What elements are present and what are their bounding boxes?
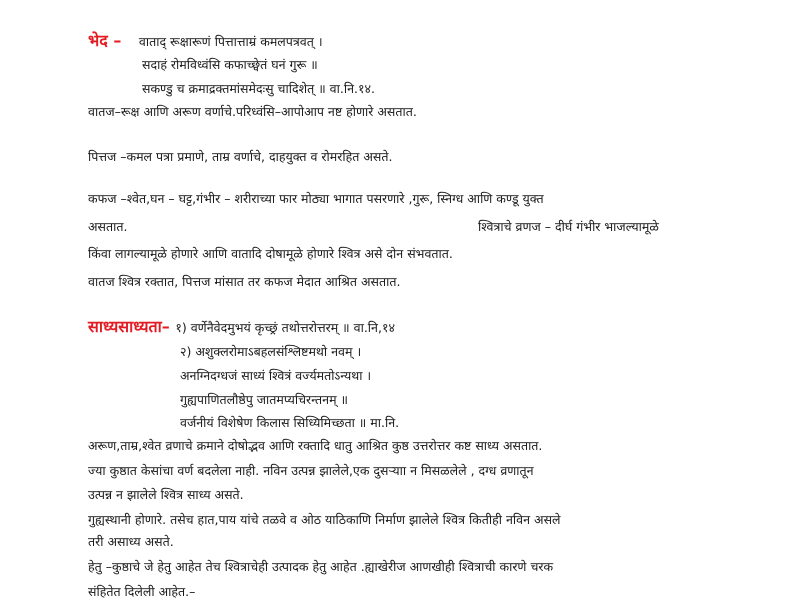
verse2-line-4: गुह्यपाणितलौष्ठेपु जातमप्यचिरन्तनम् ॥	[180, 392, 349, 407]
verse-line-2: सदाहं रोमविध्वंसि कफाच्छ्वेतं घनं गुरू ॥	[142, 57, 318, 72]
text-line-tari: तरी असाध्य असते.	[88, 534, 174, 549]
text-line-ashrit: वातज श्वित्र रक्तात, पित्तज मांसात तर कफज मेदात आश्रित असतात.	[88, 274, 401, 289]
verse2-line-5: वर्जनीयं विशेषेण किलास सिध्यिमिच्छता ॥ मा.नि.	[180, 415, 400, 430]
text-line-arun: अरूण,ताम्र,श्वेत व्रणाचे क्रमाने दोषोद्भव आणि रक्तादि धातु आश्रित कुष्ठ उत्तरोत्तर कष्ट साध्य असतात.	[88, 438, 543, 453]
text-line-guhya: गुह्यस्थानी होणारे. तसेच हात,पाय यांचे तळवे व ओठ याठिकाणि निर्माण झालेले श्वित्र कितीही नविन असले	[88, 512, 561, 527]
text-line-vranaj: श्वित्राचे व्रणज – दीर्घ गंभीर भाजल्यामूळे	[478, 219, 659, 234]
text-line-kaphaj: कफज –श्वेत,घन – घट्ट,गंभीर – शरीराच्या फार मोठ्या भागात पसरणारे ,गुरू, स्निग्ध आणि कण्डू युक्त	[88, 191, 544, 206]
verse2-line-3: अनग्निदग्धजं साध्यं श्वित्रं वर्ज्यमतोऽन्यथा ।	[180, 368, 372, 383]
text-line-utpanna: उत्पन्न न झालेले श्वित्र साध्य असते.	[88, 487, 244, 502]
text-line-vataj: वातज–रूक्ष आणि अरूण वर्णाचे.परिध्वंसि–आपोआप नष्ट होणारे असतात.	[88, 104, 417, 119]
verse-line-1: वाताद् रूक्षारूणं पित्तात्ताम्रं कमलपत्रवत् ।	[138, 34, 323, 49]
section-heading-sadhyasadhyata: साध्यसाध्यता	[88, 317, 162, 336]
heading-dash: –	[107, 31, 127, 50]
verse2-line-2: २) अशुक्लरोमाऽबहलसंश्लिष्टमथो नवम् ।	[180, 344, 362, 359]
text-line-asatat: असतात.	[88, 219, 128, 234]
section-heading-bheda-line	[88, 32, 323, 51]
heading-dash-2: –	[161, 317, 176, 336]
section-heading-sadhya-line	[88, 318, 395, 337]
text-line-hetu: हेतु –कुष्ठाचे जे हेतु आहेत तेच श्वित्राचेही उत्पादक हेतु आहेत .ह्याखेरीज आणखीही श्वित्राची कारणे चरक	[88, 559, 554, 574]
text-line-kinva: किंवा लागल्यामूळे होणारे आणि वातादि दोषामूळे होणारे श्वित्र असे दोन संभवतात.	[88, 246, 453, 261]
text-line-pittaj: पित्तज –कमल पत्रा प्रमाणे, ताम्र वर्णाचे, दाहयुक्त व रोमरहित असते.	[88, 149, 393, 164]
verse2-line-1: १) वर्णेनैवेदमुभयं कृच्छ्रं तथोत्तरोत्तरम् ॥ वा.नि,१४	[175, 320, 395, 335]
section-heading-bheda: भेद	[88, 31, 108, 50]
text-line-jya: ज्या कुष्ठात केसांचा वर्ण बदलेला नाही. नविन उत्पन्न झालेले,एक दुसऱ्याा न मिसळलेले , दग्ध व्रणातून	[88, 463, 534, 478]
text-line-samhita: संहितेत दिलेली आहेत.–	[88, 584, 196, 599]
verse-line-3: सकण्डु च क्रमाद्रक्तमांसमेदःसु चादिशेत् ॥ वा.नि.१४.	[142, 81, 375, 96]
